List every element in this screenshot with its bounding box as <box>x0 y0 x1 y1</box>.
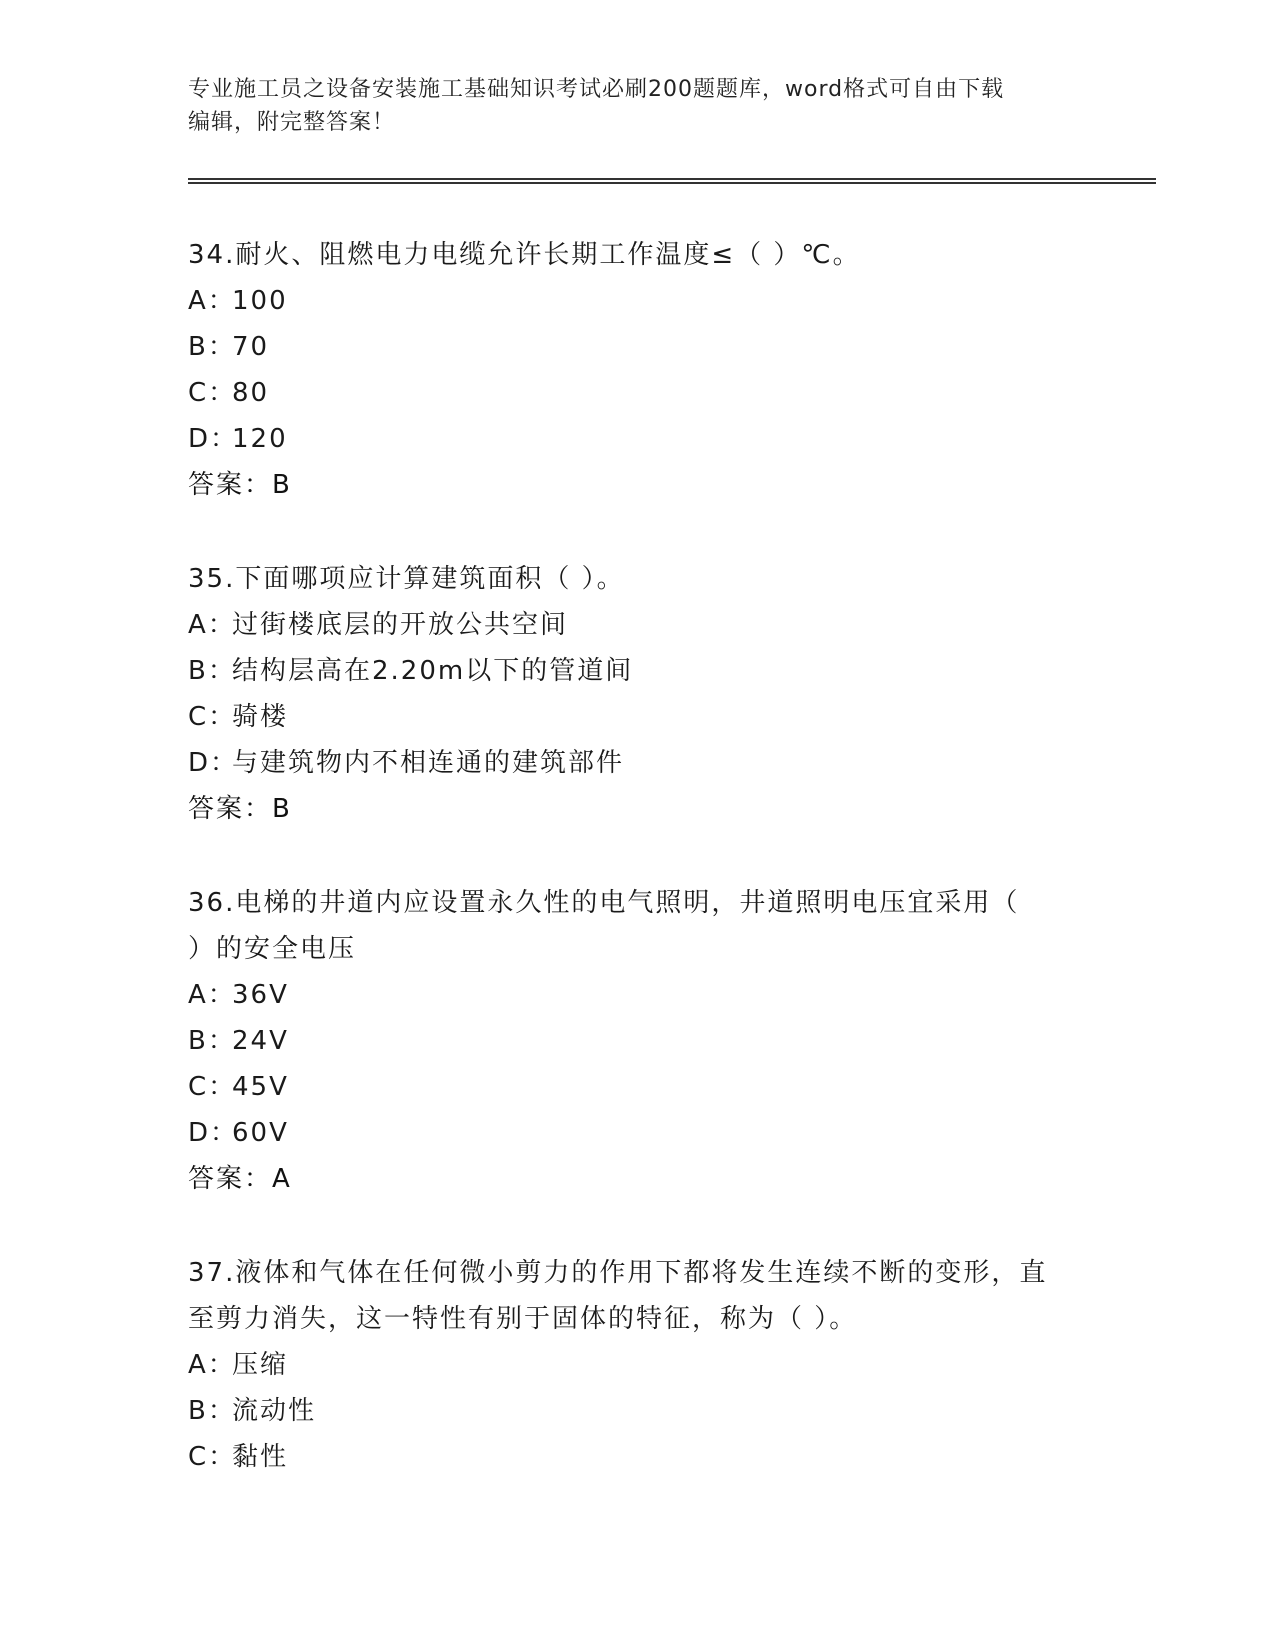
answer-value: B <box>272 470 292 500</box>
option-a <box>188 278 1088 324</box>
answer-label: 答案： <box>188 1164 273 1194</box>
question-stem: 35.下面哪项应计算建筑面积（ ）。 <box>188 564 625 594</box>
option-c <box>188 370 1088 416</box>
option-key: B： <box>188 332 236 362</box>
option-text: 24V <box>232 1026 289 1056</box>
option-key: C： <box>188 1072 237 1102</box>
answer-line <box>188 462 1088 508</box>
question-37 <box>188 1250 1088 1480</box>
option-text: 结构层高在2.20m以下的管道间 <box>232 656 634 686</box>
question-34 <box>188 232 1088 508</box>
answer-value: A <box>272 1164 292 1194</box>
option-text: 80 <box>232 378 270 408</box>
option-key: A： <box>188 1350 236 1380</box>
answer-line <box>188 786 1088 832</box>
option-d <box>188 740 1088 786</box>
option-key: C： <box>188 378 237 408</box>
option-key: A： <box>188 980 236 1010</box>
header-title-line-2: 编辑，附完整答案！ <box>188 110 396 135</box>
option-d <box>188 416 1088 462</box>
option-key: D： <box>188 424 239 454</box>
question-list <box>188 232 1088 1528</box>
option-c <box>188 1064 1088 1110</box>
header-divider <box>188 178 1156 184</box>
option-b <box>188 1018 1088 1064</box>
option-b <box>188 648 1088 694</box>
answer-label: 答案： <box>188 794 273 824</box>
option-text: 70 <box>232 332 270 362</box>
question-stem-line-2: 至剪力消失，这一特性有别于固体的特征，称为（ ）。 <box>188 1304 858 1334</box>
option-text: 60V <box>232 1118 289 1148</box>
option-key: D： <box>188 1118 239 1148</box>
option-d <box>188 1110 1088 1156</box>
option-text: 压缩 <box>232 1350 289 1380</box>
option-key: C： <box>188 1442 237 1472</box>
option-c <box>188 1434 1088 1480</box>
question-stem-line-1: 36.电梯的井道内应设置永久性的电气照明，井道照明电压宜采用（ <box>188 888 1020 918</box>
answer-label: 答案： <box>188 470 273 500</box>
option-c <box>188 694 1088 740</box>
option-b <box>188 1388 1088 1434</box>
option-a <box>188 972 1088 1018</box>
option-key: C： <box>188 702 237 732</box>
option-text: 100 <box>232 286 288 316</box>
option-key: B： <box>188 656 236 686</box>
option-text: 120 <box>232 424 288 454</box>
option-b <box>188 324 1088 370</box>
option-key: A： <box>188 286 236 316</box>
option-text: 36V <box>232 980 289 1010</box>
option-text: 骑楼 <box>232 702 289 732</box>
page-header <box>188 73 1068 139</box>
question-stem: 34.耐火、阻燃电力电缆允许长期工作温度≤（ ）℃。 <box>188 240 861 270</box>
option-key: D： <box>188 748 239 778</box>
answer-value: B <box>272 794 292 824</box>
option-text: 流动性 <box>232 1396 317 1426</box>
answer-line <box>188 1156 1088 1202</box>
option-key: B： <box>188 1026 236 1056</box>
question-stem-line-2: ）的安全电压 <box>188 934 357 964</box>
option-a <box>188 1342 1088 1388</box>
header-title-line-1: 专业施工员之设备安装施工基础知识考试必刷200题题库，word格式可自由下载 <box>188 77 1005 102</box>
option-text: 45V <box>232 1072 289 1102</box>
option-text: 黏性 <box>232 1442 289 1472</box>
question-35 <box>188 556 1088 832</box>
option-key: A： <box>188 610 236 640</box>
option-text: 与建筑物内不相连通的建筑部件 <box>232 748 625 778</box>
question-36 <box>188 880 1088 1202</box>
option-key: B： <box>188 1396 236 1426</box>
question-stem-line-1: 37.液体和气体在任何微小剪力的作用下都将发生连续不断的变形，直 <box>188 1258 1048 1288</box>
option-text: 过街楼底层的开放公共空间 <box>232 610 569 640</box>
option-a <box>188 602 1088 648</box>
